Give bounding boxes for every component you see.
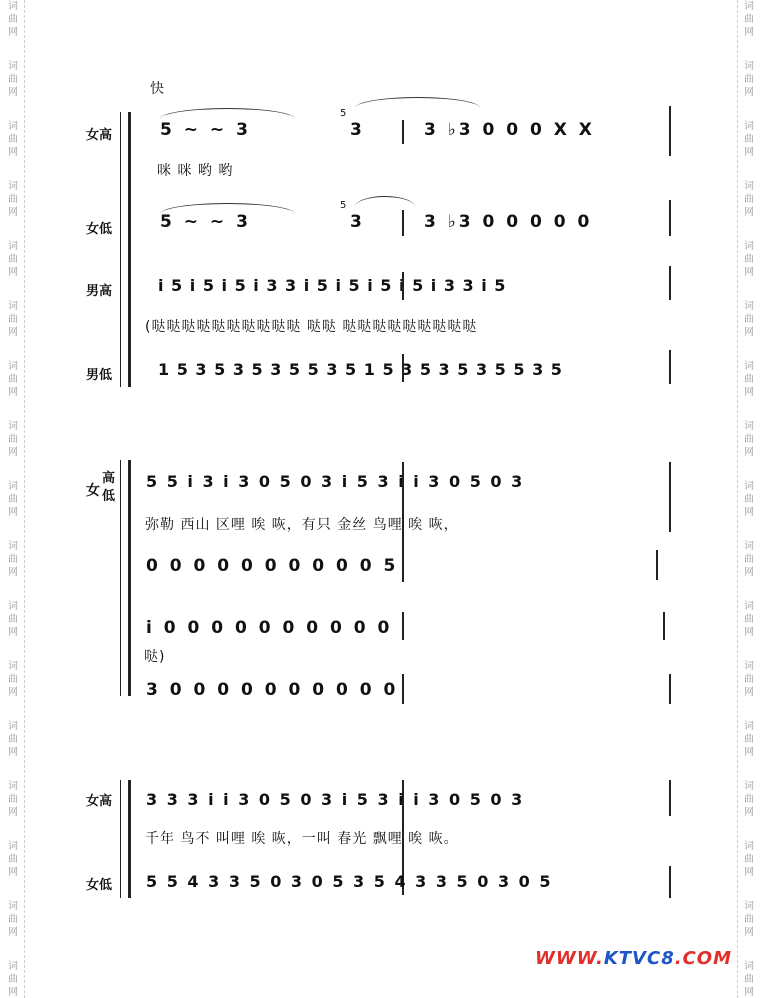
watermark-glyph: 词 曲 网 (8, 1, 18, 38)
watermark-glyph: 词 曲 网 (744, 421, 754, 458)
barline-end (669, 200, 671, 236)
watermark-glyph: 词 曲 网 (8, 841, 18, 878)
label-high-low: 高 低 (102, 471, 116, 504)
watermark-glyph: 词 曲 网 (8, 961, 18, 998)
watermark-glyph: 词 曲 网 (744, 121, 754, 158)
watermark-glyph: 词 曲 网 (744, 781, 754, 818)
barline (402, 210, 404, 236)
watermark-glyph: 词 曲 网 (744, 61, 754, 98)
watermark-glyph: 词 曲 网 (744, 901, 754, 938)
alto-notes: 0 0 0 0 0 0 0 0 0 0 5 (146, 556, 399, 576)
barline-end (669, 674, 671, 704)
left-watermark-column (2, 0, 25, 998)
barline (402, 674, 404, 704)
soprano-notes-3: 3 ♭3 0 0 0 X X (424, 120, 595, 140)
watermark-glyph: 词 曲 网 (8, 661, 18, 698)
tenor-notes: i 0 0 0 0 0 0 0 0 0 0 (146, 618, 393, 638)
watermark-glyph: 词 曲 网 (8, 721, 18, 758)
bass-notes: 3 0 0 0 0 0 0 0 0 0 0 (146, 680, 399, 700)
label-bass: 男低 (86, 368, 113, 383)
system2-brace (120, 460, 121, 696)
watermark-glyph: 词 曲 网 (744, 541, 754, 578)
watermark-glyph: 词 曲 网 (8, 601, 18, 638)
watermark-glyph: 词 曲 网 (744, 181, 754, 218)
watermark-glyph: 词 曲 网 (8, 121, 18, 158)
watermark-glyph: 词 曲 网 (744, 601, 754, 638)
barline (402, 354, 404, 382)
label-alto: 女低 (86, 878, 113, 893)
tenor-lyrics: (哒哒哒哒哒哒哒哒哒哒 哒哒 哒哒哒哒哒哒哒哒哒 (145, 319, 478, 335)
label-tenor: 男高 (86, 284, 113, 299)
watermark-glyph: 词 曲 网 (8, 241, 18, 278)
soprano-lyrics: 千年 鸟不 叫哩 唉 咴，一叫 春光 飘哩 唉 咴。 (145, 831, 459, 847)
watermark-glyph: 词 曲 网 (744, 481, 754, 518)
watermark-glyph: 词 曲 网 (8, 781, 18, 818)
soprano-notes-2: 3 (350, 120, 365, 140)
soprano-notes-1: 5 ~ ~ 3 (160, 120, 251, 140)
watermark-glyph: 词 曲 网 (744, 721, 754, 758)
soprano-notes: 3 3 3 i i 3 0 5 0 3 i 5 3 i i 3 0 5 0 3 (146, 790, 525, 809)
watermark-glyph: 词 曲 网 (744, 961, 754, 998)
tempo-marking: 快 (150, 81, 164, 97)
alto-notes: 5 5 4 3 3 5 0 3 0 5 3 5 4 3 3 5 0 3 0 5 (146, 872, 553, 891)
barline-end (669, 462, 671, 532)
watermark-glyph: 词 曲 网 (8, 481, 18, 518)
barline-end (656, 550, 658, 580)
system1-brace (120, 112, 121, 387)
barline-end (669, 350, 671, 384)
system3-brace (120, 780, 121, 898)
watermark-glyph: 词 曲 网 (8, 901, 18, 938)
watermark-glyph: 词 曲 网 (8, 361, 18, 398)
alto-notes-1: 5 ~ ~ 3 (160, 212, 251, 232)
barline-end (669, 106, 671, 156)
slur (355, 97, 480, 108)
bass-notes: 1 5 3 5 3 5 3 5 5 3 5 1 5 3 5 3 5 3 5 5 3 5 (158, 360, 563, 379)
barline-end (669, 780, 671, 816)
watermark-glyph: 词 曲 网 (744, 241, 754, 278)
watermark-glyph: 词 曲 网 (744, 1, 754, 38)
grace-note: 5 (340, 200, 347, 211)
soprano-lyrics: 弥勒 西山 区哩 唉 咴，有只 金丝 鸟哩 唉 咴， (145, 517, 459, 533)
system2-bracket (128, 460, 131, 696)
label-women: 女 (86, 483, 100, 499)
watermark-glyph: 词 曲 网 (8, 541, 18, 578)
watermark-glyph: 词 曲 网 (8, 181, 18, 218)
barline-end (669, 266, 671, 300)
slur (355, 196, 415, 207)
label-soprano: 女高 (86, 794, 113, 809)
soprano-notes: 5 5 i 3 i 3 0 5 0 3 i 5 3 i i 3 0 5 0 3 (146, 472, 525, 491)
barline-end (663, 612, 665, 640)
watermark-glyph: 词 曲 网 (8, 421, 18, 458)
barline (402, 120, 404, 144)
label-soprano: 女高 (86, 128, 113, 143)
slur (160, 108, 295, 119)
alto-notes-3: 3 ♭3 0 0 0 0 0 (424, 212, 593, 232)
watermark-glyph: 词 曲 网 (8, 61, 18, 98)
right-watermark-column (737, 0, 760, 998)
system3-bracket (128, 780, 131, 898)
label-alto: 女低 (86, 222, 113, 237)
grace-note: 5 (340, 108, 347, 119)
watermark-glyph: 词 曲 网 (744, 301, 754, 338)
watermark-glyph: 词 曲 网 (8, 301, 18, 338)
barline (402, 612, 404, 640)
watermark-glyph: 词 曲 网 (744, 661, 754, 698)
barline (402, 272, 404, 300)
tenor-lyrics: 哒) (144, 649, 166, 665)
watermark-glyph: 词 曲 网 (744, 841, 754, 878)
system1-bracket (128, 112, 131, 387)
tenor-notes: i 5 i 5 i 5 i 3 3 i 5 i 5 i 5 i 5 i 3 3 i 5 (158, 276, 507, 295)
watermark-glyph: 词 曲 网 (744, 361, 754, 398)
site-watermark: WWW.KTVC8.COM (534, 948, 732, 969)
alto-notes-2: 3 (350, 212, 365, 232)
soprano-lyrics: 咪 咪 哟 哟 (157, 163, 234, 179)
barline-end (669, 866, 671, 898)
